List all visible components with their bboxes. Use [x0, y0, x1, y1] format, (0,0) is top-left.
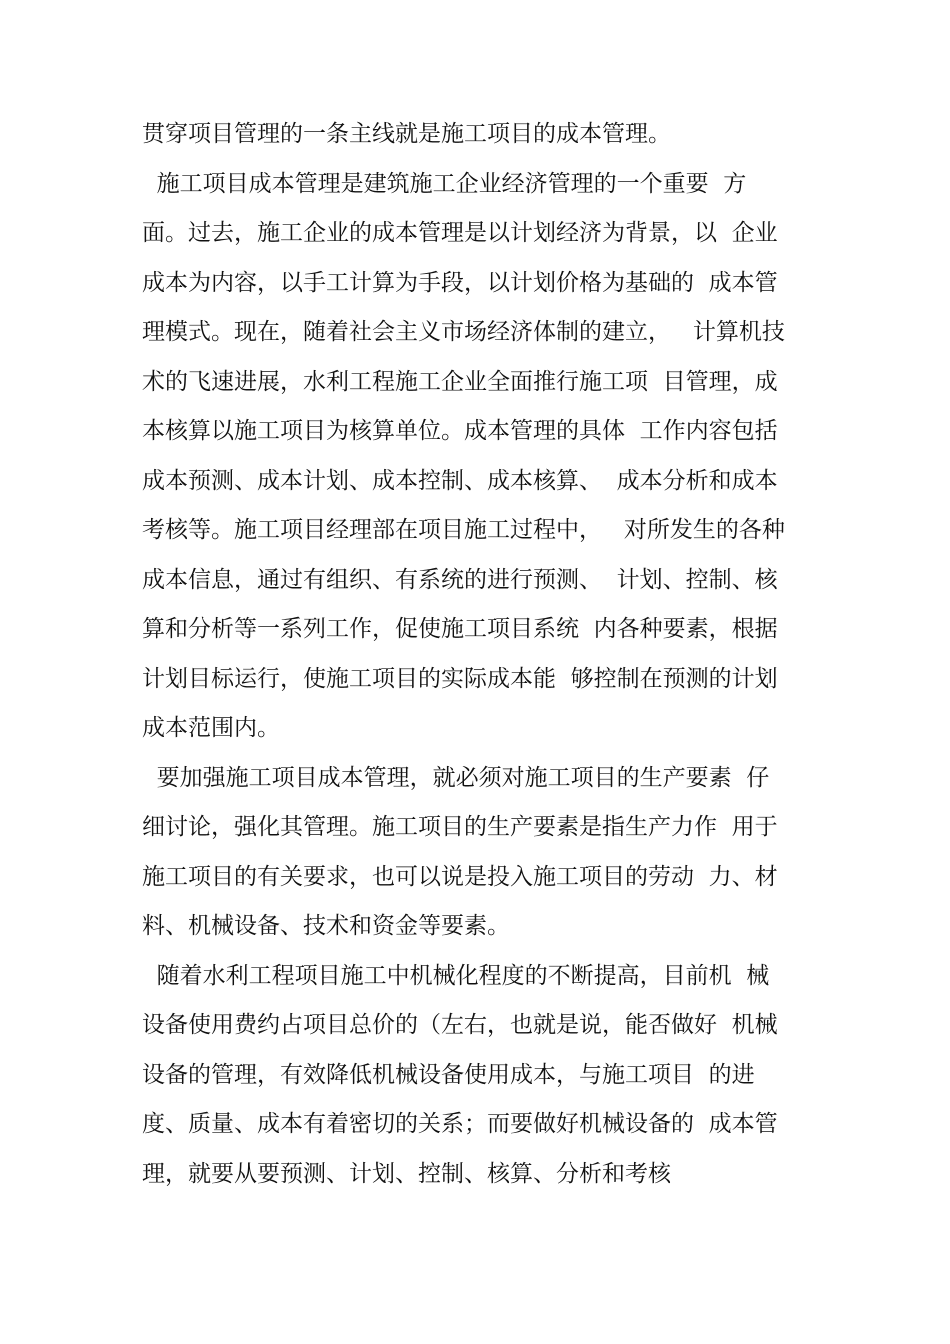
text-line: 术的飞速进展，水利工程施工企业全面推行施工项 目管理，成: [142, 368, 778, 395]
text-line: 成本预测、成本计划、成本控制、成本核算、 成本分析和成本: [142, 467, 778, 494]
text-line: 度、质量、成本有着密切的关系；而要做好机械设备的 成本管: [142, 1111, 778, 1137]
text-line: 贯穿项目管理的一条主线就是施工项目的成本管理。: [142, 121, 671, 147]
text-line: 成本信息，通过有组织、有系统的进行预测、 计划、控制、核: [142, 566, 778, 593]
text-line: 施工项目成本管理是建筑施工企业经济管理的一个重要 方: [142, 170, 747, 197]
text-line: 设备使用费约占项目总价的（左右，也就是说，能否做好 机械: [142, 1012, 778, 1038]
document-body: [142, 110, 832, 1199]
text-line: 面。过去，施工企业的成本管理是以计划经济为背景，以 企业: [142, 220, 778, 246]
text-line: 随着水利工程项目施工中机械化程度的不断提高，目前机 械: [142, 962, 770, 989]
text-line: 成本范围内。: [142, 715, 280, 741]
text-line: 理模式。现在，随着社会主义市场经济体制的建立， 计算机技: [142, 319, 785, 345]
text-line: 要加强施工项目成本管理，就必须对施工项目的生产要素 仔: [142, 764, 770, 791]
text-line: 本核算以施工项目为核算单位。成本管理的具体 工作内容包括: [142, 418, 778, 444]
text-line: 料、机械设备、技术和资金等要素。: [142, 913, 510, 939]
text-line: 成本为内容，以手工计算为手段，以计划价格为基础的 成本管: [142, 269, 778, 296]
text-line: 设备的管理，有效降低机械设备使用成本，与施工项目 的进: [142, 1061, 755, 1088]
text-line: 细讨论，强化其管理。施工项目的生产要素是指生产力作 用于: [142, 814, 778, 840]
text-line: 施工项目的有关要求，也可以说是投入施工项目的劳动 力、材: [142, 863, 778, 890]
text-line: 计划目标运行，使施工项目的实际成本能 够控制在预测的计划: [142, 665, 778, 692]
text-line: 考核等。施工项目经理部在项目施工过程中， 对所发生的各种: [142, 517, 785, 543]
text-line: 算和分析等一系列工作，促使施工项目系统 内各种要素，根据: [142, 616, 778, 642]
text-line: 理，就要从要预测、计划、控制、核算、分析和考核: [142, 1160, 671, 1187]
